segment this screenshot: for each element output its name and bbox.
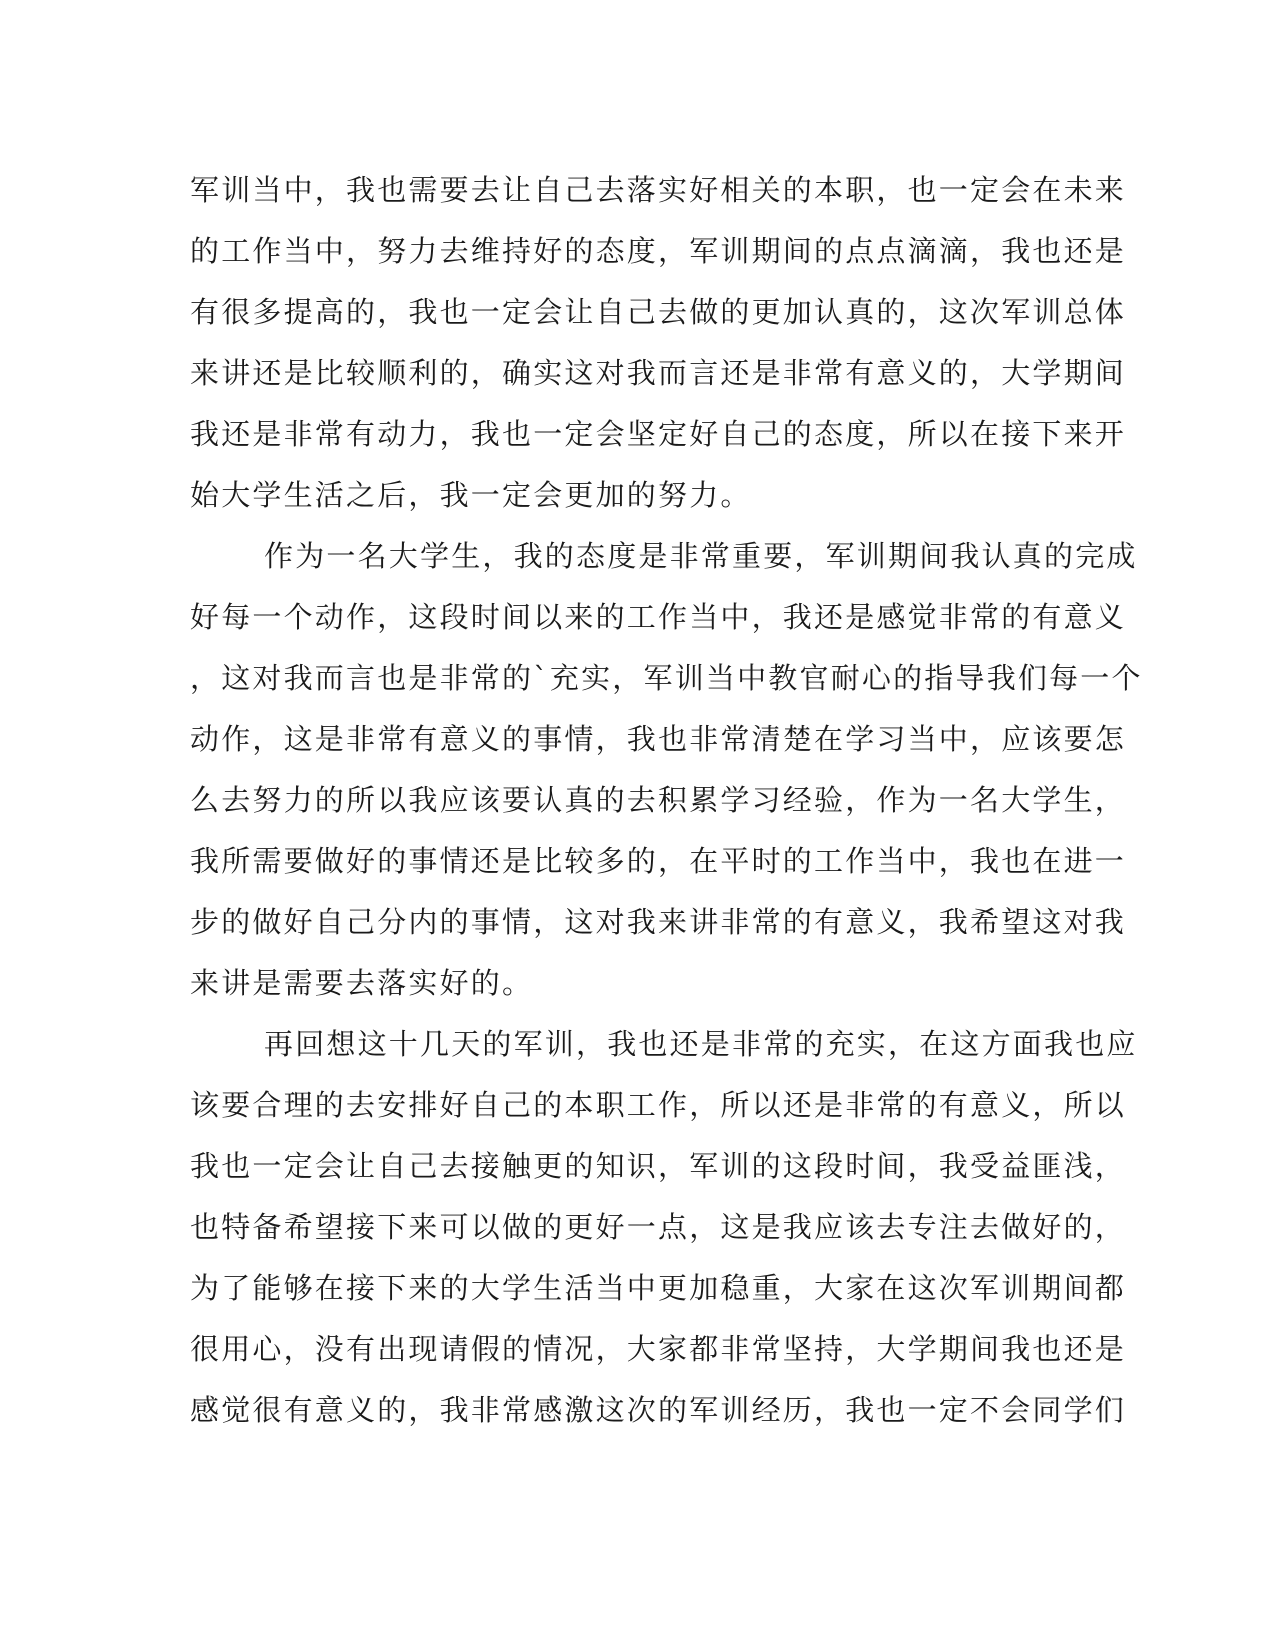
text-line: 来讲还是比较顺利的，确实这对我而言还是非常有意义的，大学期间 (190, 356, 1127, 390)
paragraph-3 (190, 1014, 1138, 1441)
text-line: 来讲是需要去落实好的。 (190, 966, 534, 1000)
text-line: 感觉很有意义的，我非常感激这次的军训经历，我也一定不会同学们 (190, 1393, 1127, 1427)
text-line: 始大学生活之后，我一定会更加的努力。 (190, 478, 752, 512)
body-text (190, 160, 1143, 1441)
text-line: 有很多提高的，我也一定会让自己去做的更加认真的，这次军训总体 (190, 295, 1127, 329)
paragraph-1 (190, 160, 1127, 526)
text-line: 军训当中，我也需要去让自己去落实好相关的本职，也一定会在未来 (190, 173, 1127, 207)
text-line: 我还是非常有动力，我也一定会坚定好自己的态度，所以在接下来开 (190, 417, 1127, 451)
text-line: 该要合理的去安排好自己的本职工作，所以还是非常的有意义，所以 (190, 1088, 1127, 1122)
text-line: 好每一个动作，这段时间以来的工作当中，我还是感觉非常的有意义 (190, 600, 1127, 634)
text-line: 动作，这是非常有意义的事情，我也非常清楚在学习当中，应该要怎 (190, 722, 1127, 756)
paragraph-2 (190, 526, 1143, 1014)
text-line: 作为一名大学生，我的态度是非常重要，军训期间我认真的完成 (264, 539, 1138, 573)
text-line: 也特备希望接下来可以做的更好一点，这是我应该去专注去做好的， (190, 1210, 1127, 1244)
text-line: 我所需要做好的事情还是比较多的，在平时的工作当中，我也在进一 (190, 844, 1127, 878)
text-line: ，这对我而言也是非常的`充实，军训当中教官耐心的指导我们每一个 (190, 661, 1143, 695)
text-line: 的工作当中，努力去维持好的态度，军训期间的点点滴滴，我也还是 (190, 234, 1127, 268)
text-line: 为了能够在接下来的大学生活当中更加稳重，大家在这次军训期间都 (190, 1271, 1127, 1305)
text-line: 么去努力的所以我应该要认真的去积累学习经验，作为一名大学生， (190, 783, 1127, 817)
text-line: 我也一定会让自己去接触更的知识，军训的这段时间，我受益匪浅， (190, 1149, 1127, 1183)
text-line: 很用心，没有出现请假的情况，大家都非常坚持，大学期间我也还是 (190, 1332, 1127, 1366)
text-line: 步的做好自己分内的事情，这对我来讲非常的有意义，我希望这对我 (190, 905, 1127, 939)
text-line: 再回想这十几天的军训，我也还是非常的充实，在这方面我也应 (264, 1027, 1138, 1061)
